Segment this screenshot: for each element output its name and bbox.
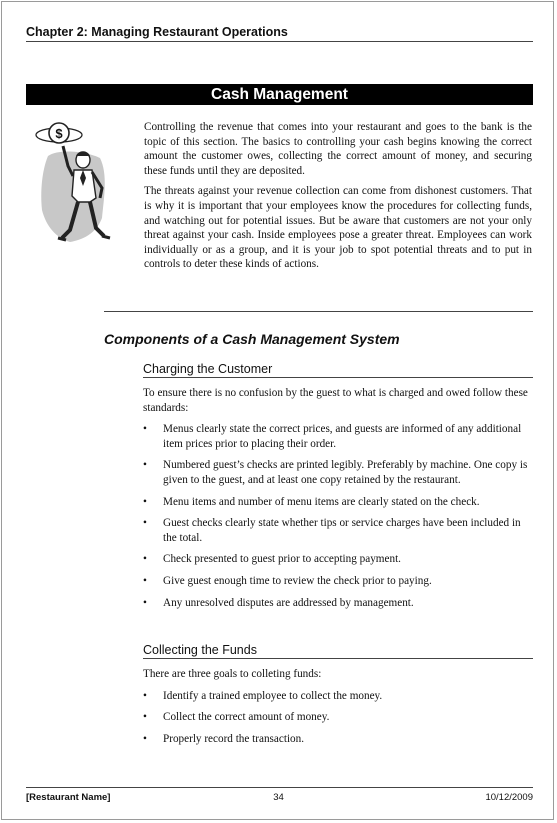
bullet-icon: • <box>143 711 147 724</box>
list-item <box>143 552 533 567</box>
components-heading: Components of a Cash Management System <box>104 331 400 347</box>
footer-restaurant-name: [Restaurant Name] <box>26 792 111 803</box>
list-item <box>143 689 533 704</box>
list-item <box>143 495 533 510</box>
collecting-lead: There are three goals to colleting funds: <box>143 668 322 680</box>
list-item <box>143 458 533 487</box>
list-item <box>143 710 533 725</box>
bullet-icon: • <box>143 495 147 508</box>
charging-section <box>143 386 533 610</box>
list-item <box>143 516 533 545</box>
man-holding-coin-illustration <box>30 118 130 250</box>
section-divider <box>104 311 533 312</box>
list-item-text: Check presented to guest prior to accepting payment. <box>163 553 401 566</box>
dollar-symbol: $ <box>55 126 63 141</box>
list-item-text: Menus clearly state the correct prices, and guests are informed of any additional item prices prior to placing their order. <box>163 423 522 450</box>
list-item-text: Menu items and number of menu items are clearly stated on the check. <box>163 495 480 508</box>
intro-paragraph-1: Controlling the revenue that comes into your restaurant and goes to the bank is the topic of this section. The basics to controlling your cash begins knowing the correct amount the customer owes, collecting the correct amount of money, and securing these funds until they are deposited. <box>144 121 532 177</box>
bullet-icon: • <box>143 689 147 702</box>
bullet-icon: • <box>143 517 147 530</box>
clipart-figure <box>30 118 130 250</box>
bullet-icon: • <box>143 574 147 587</box>
list-item <box>143 732 533 747</box>
footer-date: 10/12/2009 <box>485 792 533 803</box>
list-item-text: Collect the correct amount of money. <box>163 711 330 724</box>
list-item <box>143 422 533 451</box>
collecting-section <box>143 667 533 746</box>
list-item <box>143 596 533 611</box>
bullet-icon: • <box>143 423 147 436</box>
collecting-list <box>143 689 533 747</box>
bullet-icon: • <box>143 553 147 566</box>
charging-lead: To ensure there is no confusion by the guest to what is charged and owed follow these standards: <box>143 387 528 414</box>
charging-list <box>143 422 533 610</box>
footer-divider <box>26 787 533 788</box>
charging-subheading: Charging the Customer <box>143 362 533 378</box>
bullet-icon: • <box>143 732 147 745</box>
list-item-text: Guest checks clearly state whether tips or service charges have been included in the total. <box>163 517 521 544</box>
list-item-text: Numbered guest’s checks are printed legibly. Preferably by machine. One copy is given to the guest, and at least one copy retained by the restaurant. <box>163 459 528 486</box>
list-item-text: Give guest enough time to review the check prior to paying. <box>163 574 432 587</box>
list-item-text: Any unresolved disputes are addressed by management. <box>163 596 414 609</box>
list-item-text: Identify a trained employee to collect the money. <box>163 689 383 702</box>
footer-page-number: 34 <box>273 792 284 803</box>
chapter-header: Chapter 2: Managing Restaurant Operations <box>26 25 533 42</box>
bullet-icon: • <box>143 596 147 609</box>
section-title-banner: Cash Management <box>26 84 533 105</box>
list-item-text: Properly record the transaction. <box>163 732 305 745</box>
list-item <box>143 574 533 589</box>
intro-paragraph-2: The threats against your revenue collection can come from dishonest customers. That is why it is important that your employees know the procedures for collecting funds, and watching out for potential issues. But be aware that customers are not your only threat against your cash. Inside employees pose a greater threat. Employees can work individually or as a group, and it is your job to spot potential threats and to put in controls to deter these kinds of actions. <box>144 185 532 271</box>
intro-text <box>144 120 532 278</box>
collecting-subheading: Collecting the Funds <box>143 643 533 659</box>
bullet-icon: • <box>143 459 147 472</box>
